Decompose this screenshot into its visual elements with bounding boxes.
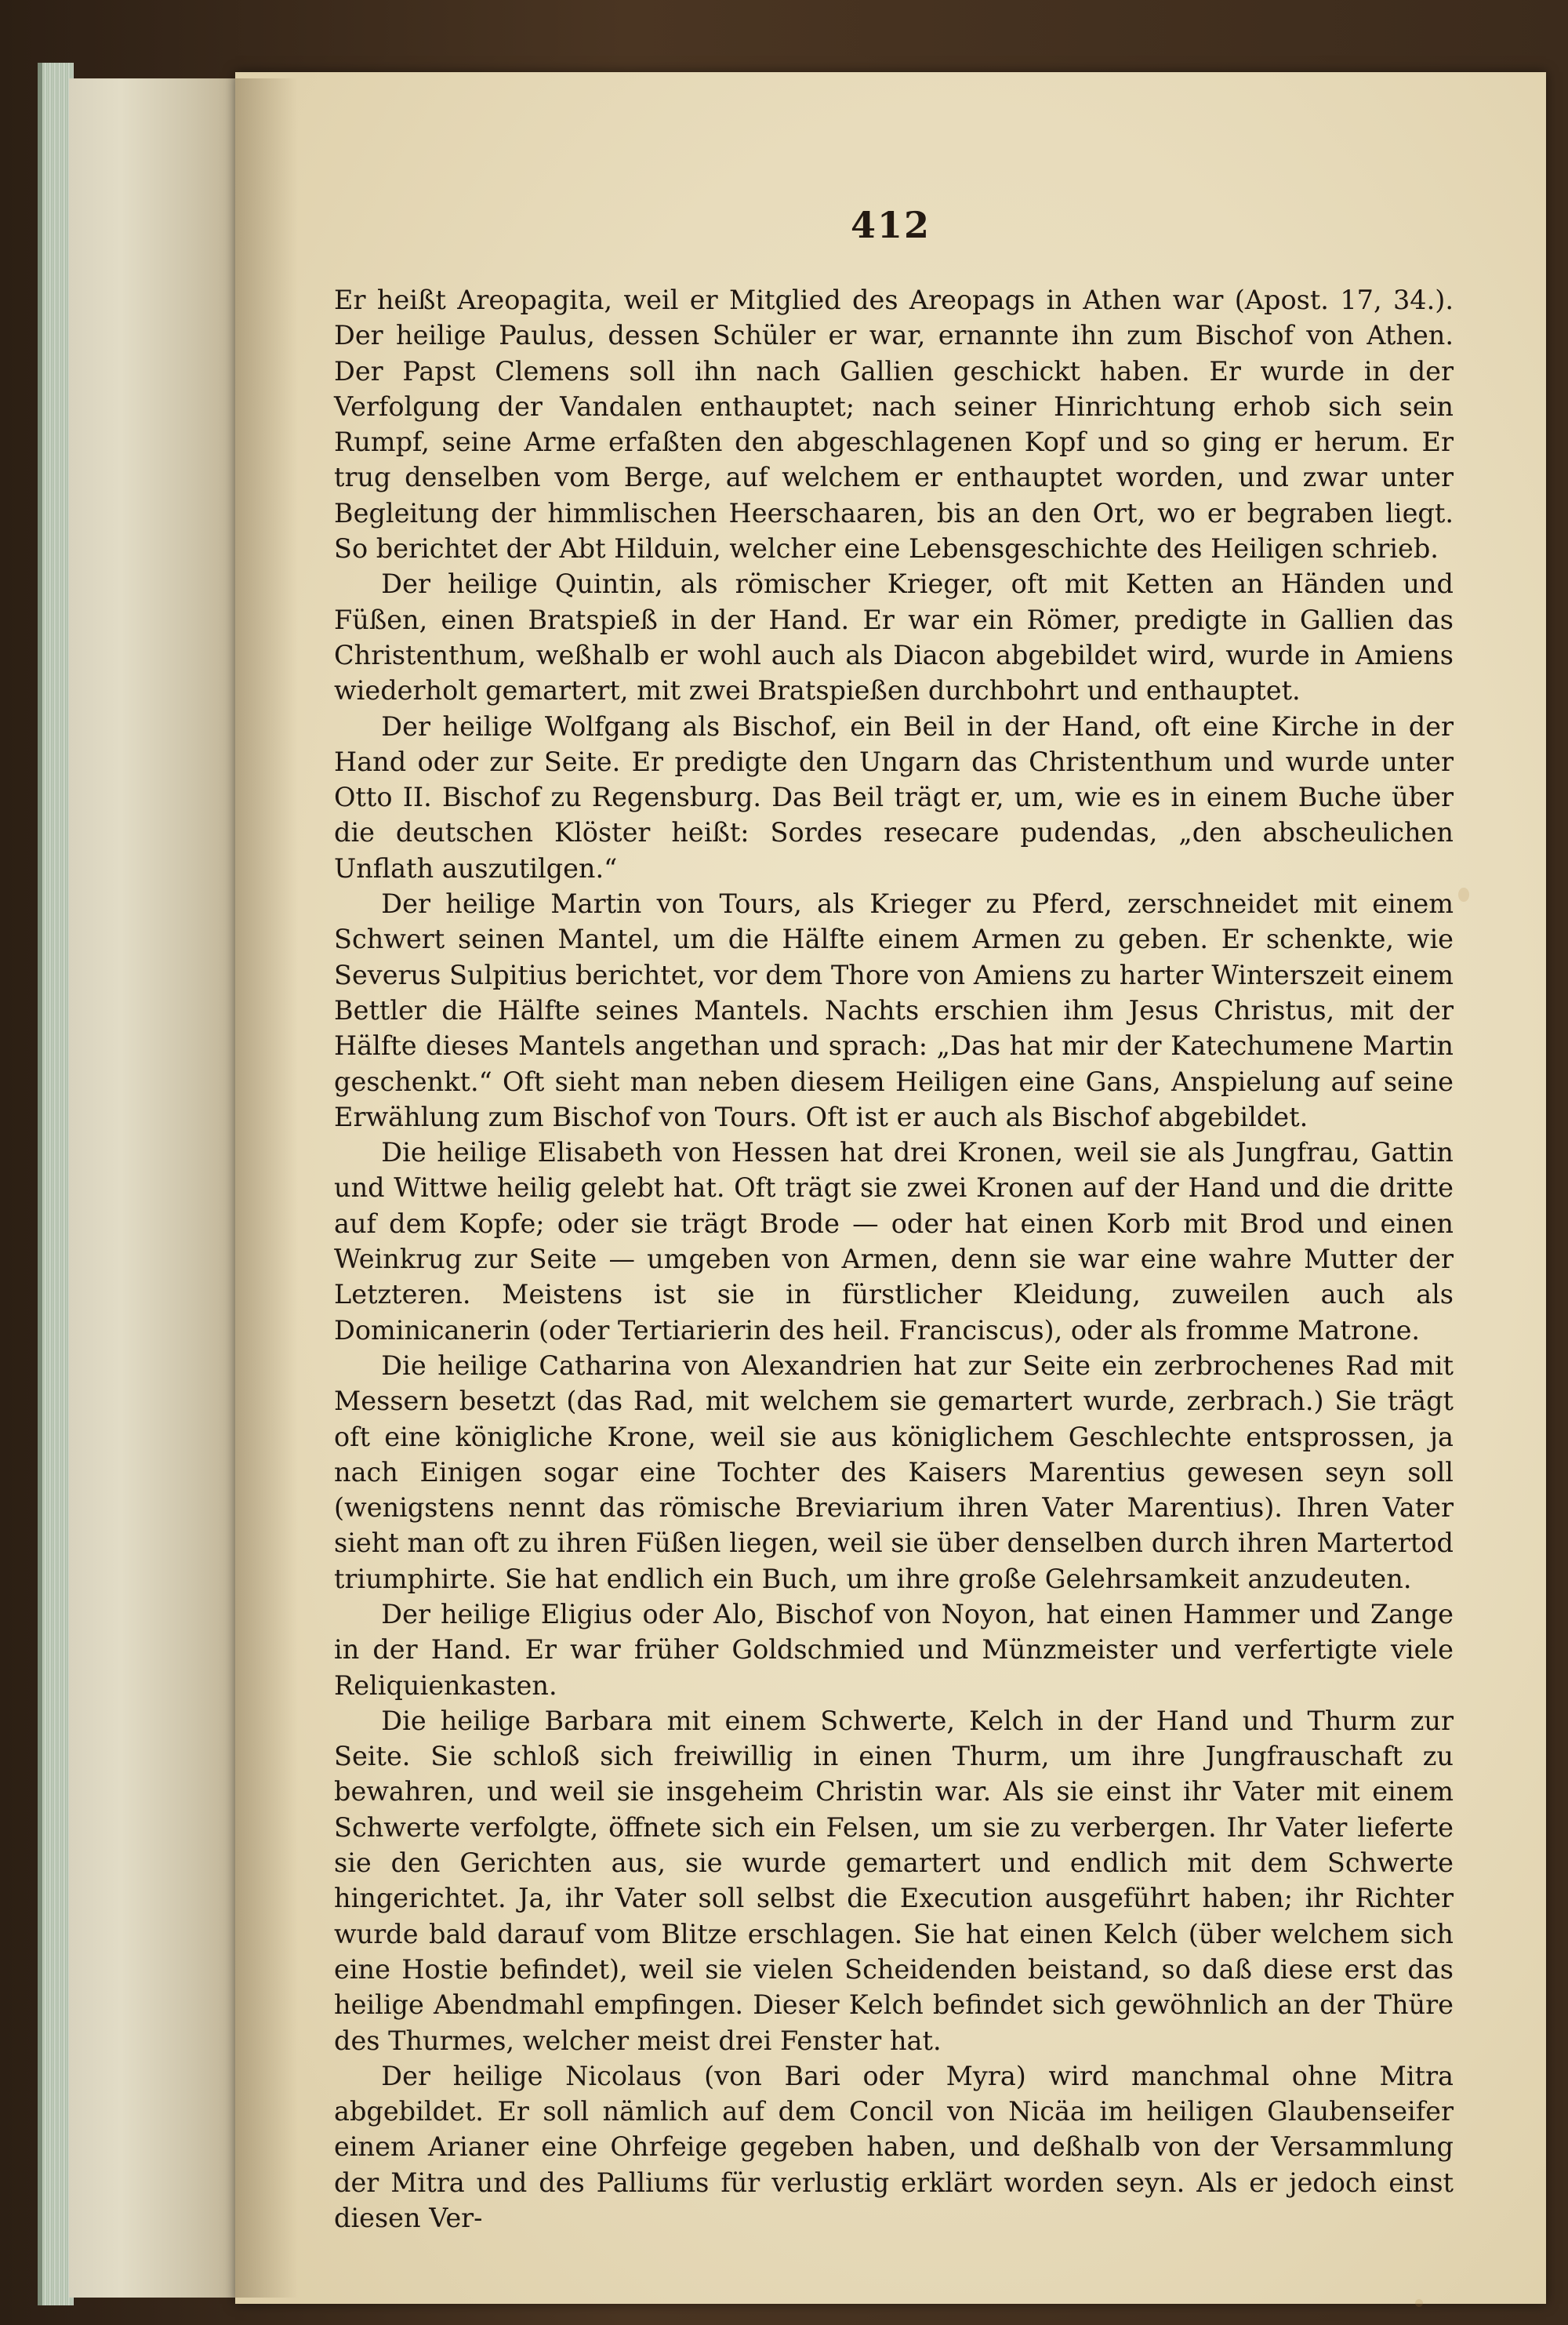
- paragraph: Der heilige Nicolaus (von Bari oder Myra) wird manchmal ohne Mitra abgebildet. Er soll nämlich auf dem Concil von Nicäa im heiligen Glaubenseifer einem Arianer eine Ohrfeige gegeben haben, und deßhalb von der Versammlung der Mitra und des Palliums für verlustig erklärt worden seyn. Als er jedoch einst diesen Ver-: [334, 2060, 1454, 2234]
- paragraph: Der heilige Quintin, als römischer Krieger, oft mit Ketten an Händen und Füßen, einen Bratspieß in der Hand. Er war ein Römer, predigte in Gallien das Christenthum, weßhalb er wohl auch als Diacon abgebildet wird, wurde in Amiens wiederholt gemartert, mit zwei Bratspießen durchbohrt und enthauptet.: [334, 569, 1454, 707]
- paragraph: Der heilige Wolfgang als Bischof, ein Beil in der Hand, oft eine Kirche in der Hand oder zur Seite. Er predigte den Ungarn das Christenthum und wurde unter Otto II. Bischof zu Regensburg. Das Beil trägt er, um, wie es in einem Buche über die deutschen Klöster heißt: Sordes resecare pudendas, „den abscheulichen Unflath auszutilgen.“: [334, 710, 1454, 884]
- paragraph: Der heilige Eligius oder Alo, Bischof von Noyon, hat einen Hammer und Zange in der Hand. Er war früher Goldschmied und Münzmeister und verfertigte viele Reliquienkasten.: [334, 1598, 1454, 1701]
- page-number: 412: [850, 204, 931, 246]
- page-stack: [69, 78, 241, 2298]
- paragraph: Er heißt Areopagita, weil er Mitglied des Areopags in Athen war (Apost. 17, 34.). Der heilige Paulus, dessen Schüler er war, ernannte ihn zum Bischof von Athen. Der Papst Clemens soll ihn nach Gallien geschickt haben. Er wurde in der Verfolgung der Vandalen enthauptet; nach seiner Hinrichtung erhob sich sein Rumpf, seine Arme erfaßten den abgeschlagenen Kopf und so ging er herum. Er trug denselben vom Berge, auf welchem er enthauptet worden, und zwar unter Begleitung der himmlischen Heerschaaren, bis an den Ort, wo er begraben liegt. So berichtet der Abt Hilduin, welcher eine Lebensgeschichte des Heiligen schrieb.: [334, 285, 1454, 565]
- book-page: [235, 72, 1546, 2304]
- foxing-spot: [1415, 2299, 1423, 2307]
- paragraph: Die heilige Catharina von Alexandrien hat zur Seite ein zerbrochenes Rad mit Messern besetzt (das Rad, mit welchem sie gemartert wurde, zerbrach.) Sie trägt oft eine königliche Krone, weil sie aus königlichem Geschlechte entsprossen, ja nach Einigen sogar eine Tochter des Kaisers Marentius gewesen seyn soll (wenigstens nennt das römische Breviarium ihren Vater Marentius). Ihren Vater sieht man oft zu ihren Füßen liegen, weil sie über denselben durch ihren Martertod triumphirte. Sie hat endlich ein Buch, um ihre große Gelehrsamkeit anzudeuten.: [334, 1350, 1454, 1594]
- paragraph: Die heilige Elisabeth von Hessen hat drei Kronen, weil sie als Jungfrau, Gattin und Wittwe heilig gelebt hat. Oft trägt sie zwei Kronen auf der Hand und die dritte auf dem Kopfe; oder sie trägt Brode — oder hat einen Korb mit Brod und einen Weinkrug zur Seite — umgeben von Armen, denn sie war eine wahre Mutter der Letzteren. Meistens ist sie in fürstlicher Kleidung, zuweilen auch als Dominicanerin (oder Tertiarierin des heil. Franciscus), oder als fromme Matrone.: [334, 1137, 1454, 1346]
- paragraph: Der heilige Martin von Tours, als Krieger zu Pferd, zerschneidet mit einem Schwert seinen Mantel, um die Hälfte einem Armen zu geben. Er schenkte, wie Severus Sulpitius berichtet, vor dem Thore von Amiens zu harter Winterszeit einem Bettler die Hälfte seines Mantels. Nachts erschien ihm Jesus Christus, mit der Hälfte dieses Mantels angethan und sprach: „Das hat mir der Katechumene Martin geschenkt.“ Oft sieht man neben diesem Heiligen eine Gans, Anspielung auf seine Erwählung zum Bischof von Tours. Oft ist er auch als Bischof abgebildet.: [334, 888, 1454, 1132]
- page-body-text: [334, 282, 1454, 2236]
- foxing-spot: [1458, 888, 1469, 902]
- paragraph: Die heilige Barbara mit einem Schwerte, Kelch in der Hand und Thurm zur Seite. Sie schloß sich freiwillig in einen Thurm, um ihre Jungfrauschaft zu bewahren, und weil sie insgeheim Christin war. Als sie einst ihr Vater mit einem Schwerte verfolgte, öffnete sich ein Felsen, um sie zu verbergen. Ihr Vater lieferte sie den Gerichten aus, sie wurde gemartert und endlich mit dem Schwerte hingerichtet. Ja, ihr Vater soll selbst die Execution ausgeführt haben; ihr Richter wurde bald darauf vom Blitze erschlagen. Sie hat einen Kelch (über welchem sich eine Hostie befindet), weil sie vielen Scheidenden beistand, so daß diese erst das heilige Abendmahl empfingen. Dieser Kelch befindet sich gewöhnlich an der Thüre des Thurmes, welcher meist drei Fenster hat.: [334, 1705, 1454, 2056]
